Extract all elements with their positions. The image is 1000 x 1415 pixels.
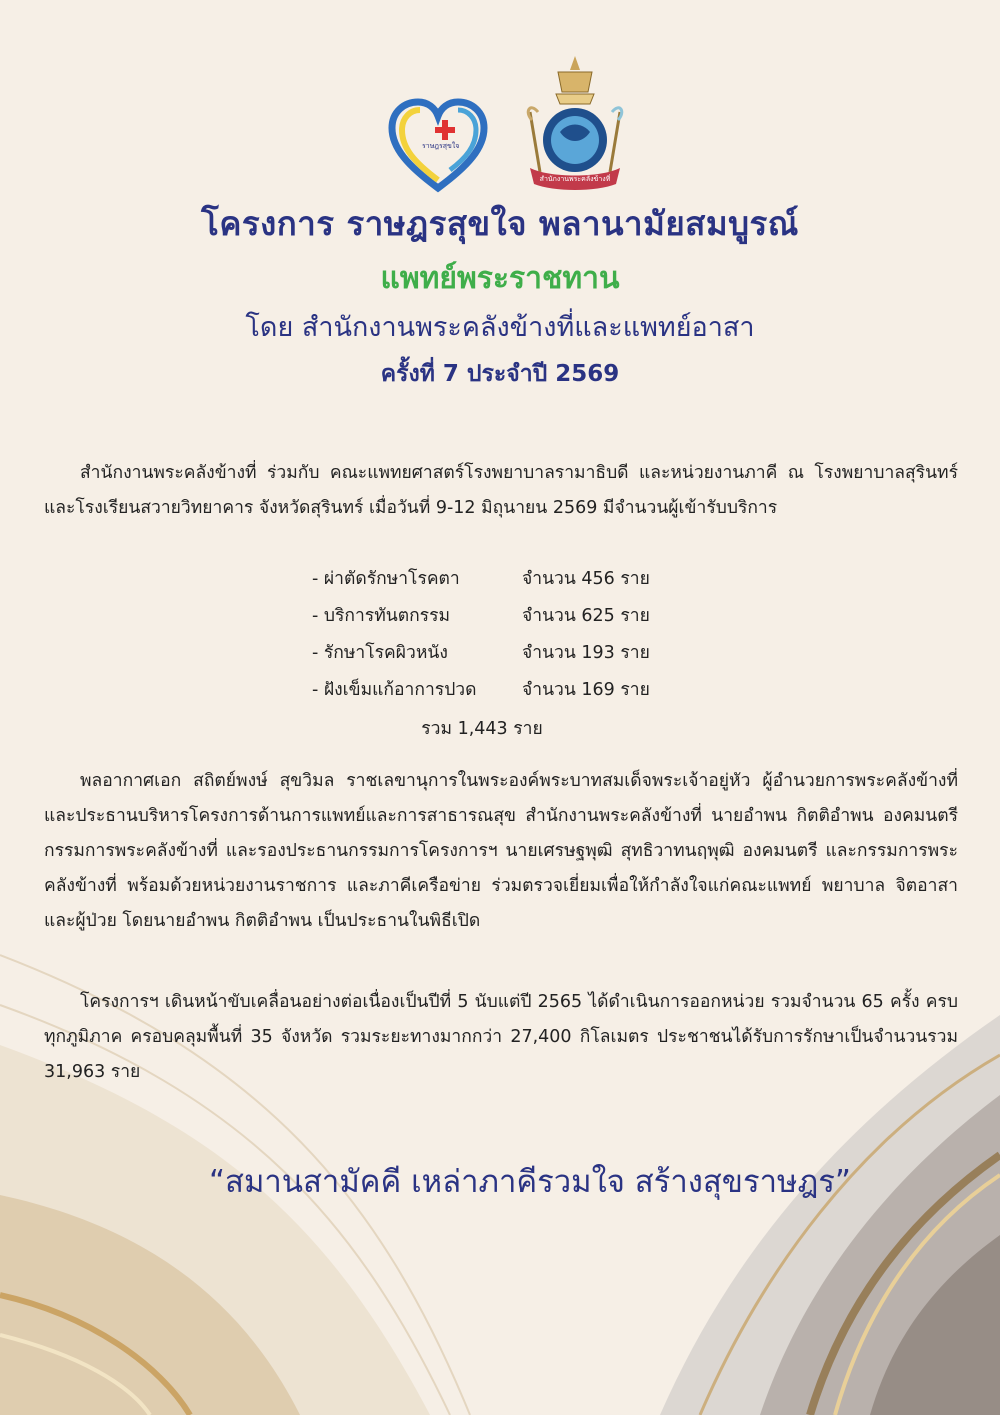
- total-count: รวม 1,443 ราย: [421, 719, 543, 739]
- summary-paragraph: โครงการฯ เดินหน้าขับเคลื่อนอย่างต่อเนื่องเป็นปีที่ 5 นับแต่ปี 2565 ได้ดำเนินการออกหน่วย รวมจำนวน 65 ครั้ง ครบทุกภูมิภาค ครอบคลุมพื้นที่ 35 จังหวัด รวมระยะทางมากกว่า 27,400 กิโลเมตร ประชาชนได้รับการรักษาเป็นจำนวนรวม 31,963 ราย: [44, 992, 958, 1082]
- service-list: [312, 559, 732, 707]
- closing-quote: “สมานสามัคคี เหล่าภาคีรวมใจ สร้างสุขราษฎร”: [208, 1164, 851, 1200]
- service-item: [312, 596, 732, 633]
- service-count: จำนวน 625 ราย: [522, 605, 650, 626]
- service-count: จำนวน 169 ราย: [522, 679, 650, 700]
- service-item: [312, 559, 732, 596]
- heart-logo-icon: [388, 96, 488, 196]
- service-count: จำนวน 193 ราย: [522, 642, 650, 663]
- svg-text:ราษฎรสุขใจ: ราษฎรสุขใจ: [422, 142, 460, 150]
- service-item: [312, 633, 732, 670]
- service-item: [312, 670, 732, 707]
- service-name: - รักษาโรคผิวหนัง: [312, 642, 448, 663]
- service-name: - ฝังเข็มแก้อาการปวด: [312, 679, 477, 700]
- service-count: จำนวน 456 ราย: [522, 568, 650, 589]
- project-title: โครงการ ราษฎรสุขใจ พลานามัยสมบูรณ์: [201, 204, 799, 243]
- svg-text:สำนักงานพระคลังข้างที่: สำนักงานพระคลังข้างที่: [539, 175, 611, 183]
- royal-seal-icon: [510, 52, 640, 192]
- service-name: - ผ่าตัดรักษาโรคตา: [312, 568, 460, 589]
- intro-paragraph: สำนักงานพระคลังข้างที่ ร่วมกับ คณะแพทยศาสตร์โรงพยาบาลรามาธิบดี และหน่วยงานภาคี ณ โรงพยาบาลสุรินทร์ และโรงเรียนสวายวิทยาคาร จังหวัดสุรินทร์ เมื่อวันที่ 9-12 มิถุนายน 2569 มีจำนวนผู้เข้ารับบริการ: [44, 463, 958, 518]
- edition-line: ครั้งที่ 7 ประจำปี 2569: [380, 361, 620, 387]
- organizer-line: โดย สำนักงานพระคลังข้างที่และแพทย์อาสา: [245, 312, 755, 343]
- project-subtitle: แพทย์พระราชทาน: [380, 261, 620, 296]
- service-name: - บริการทันตกรรม: [312, 605, 451, 626]
- ceremony-paragraph: พลอากาศเอก สถิตย์พงษ์ สุขวิมล ราชเลขานุการในพระองค์พระบาทสมเด็จพระเจ้าอยู่หัว ผู้อำนวยการพระคลังข้างที่ และประธานบริหารโครงการด้านการแพทย์และการสาธารณสุข สำนักงานพระคลังข้างที่ นายอำพน กิตติอำพน องคมนตรี กรรมการพระคลังข้างที่ และรองประธานกรรมการโครงการฯ นายเศรษฐพุฒิ สุทธิวาทนฤพุฒิ องคมนตรี และกรรมการพระคลังข้างที่ พร้อมด้วยหน่วยงานราชการ และภาคีเครือข่าย ร่วมตรวจเยี่ยมเพื่อให้กำลังใจแก่คณะแพทย์ พยาบาล จิตอาสา และผู้ป่วย โดยนายอำพน กิตติอำพน เป็นประธานในพิธีเปิด: [44, 771, 958, 931]
